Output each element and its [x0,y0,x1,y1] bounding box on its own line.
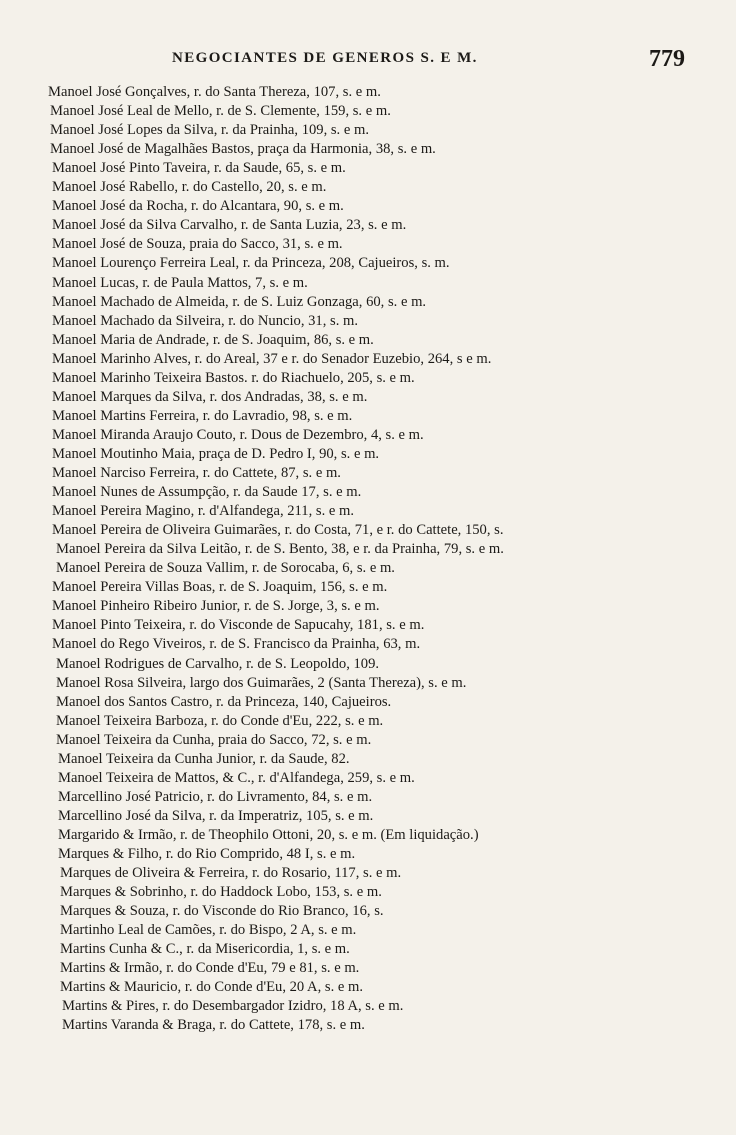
directory-entry: Manoel Machado de Almeida, r. de S. Luiz Gonzaga, 60, s. e m. [52,293,427,310]
directory-entry: Manoel Pereira da Silva Leitão, r. de S. Bento, 38, e r. da Prainha, 79, s. e m. [56,541,504,558]
directory-entry: Manoel Pinto Teixeira, r. do Visconde de Sapucahy, 181, s. e m. [52,617,425,634]
directory-entry: Manoel José de Magalhães Bastos, praça da Harmonia, 38, s. e m. [50,141,436,158]
directory-entry: Marques & Sobrinho, r. do Haddock Lobo, 153, s. e m. [60,884,382,901]
directory-entry: Manoel Moutinho Maia, praça de D. Pedro I, 90, s. e m. [52,445,380,462]
directory-entry: Manoel Rosa Silveira, largo dos Guimarães, 2 (Santa Thereza), s. e m. [56,674,467,691]
directory-entry: Manoel José Rabello, r. do Castello, 20, s. e m. [52,179,327,196]
directory-entry: Manoel José Pinto Taveira, r. da Saude, 65, s. e m. [52,160,346,177]
directory-entry: Manoel José da Silva Carvalho, r. de Santa Luzia, 23, s. e m. [52,217,407,234]
directory-entry: Manoel Pereira Villas Boas, r. de S. Joaquim, 156, s. e m. [52,579,388,596]
directory-entry: Martins & Irmão, r. do Conde d'Eu, 79 e 81, s. e m. [60,960,360,977]
running-head: NEGOCIANTES DE GENEROS S. E M. [172,50,478,66]
directory-entry: Marques de Oliveira & Ferreira, r. do Rosario, 117, s. e m. [60,865,402,882]
directory-entry: Manoel Machado da Silveira, r. do Nuncio, 31, s. m. [52,312,359,329]
directory-entry: Manoel Pereira de Souza Vallim, r. de Sorocaba, 6, s. e m. [56,560,395,577]
directory-entry: Marcellino José Patricio, r. do Livramento, 84, s. e m. [58,788,373,805]
directory-entry: Manoel do Rego Viveiros, r. de S. Francisco da Prainha, 63, m. [52,636,421,653]
directory-entry: Manoel José da Rocha, r. do Alcantara, 90, s. e m. [52,198,344,215]
directory-entry: Manoel Maria de Andrade, r. de S. Joaquim, 86, s. e m. [52,331,374,348]
directory-entry: Martins Cunha & C., r. da Misericordia, 1, s. e m. [60,941,350,958]
directory-entry: Martins Varanda & Braga, r. do Cattete, 178, s. e m. [62,1017,365,1034]
directory-entry: Manoel Marques da Silva, r. dos Andradas, 38, s. e m. [52,388,368,405]
directory-entry: Manoel Pinheiro Ribeiro Junior, r. de S. Jorge, 3, s. e m. [52,598,380,615]
directory-entry: Manoel Teixeira da Cunha, praia do Sacco, 72, s. e m. [56,731,372,748]
directory-entry: Manoel Pereira de Oliveira Guimarães, r. do Costa, 71, e r. do Cattete, 150, s. [52,522,504,539]
directory-entry: Manoel Miranda Araujo Couto, r. Dous de Dezembro, 4, s. e m. [52,426,424,443]
directory-entry: Manoel José de Souza, praia do Sacco, 31, s. e m. [52,236,343,253]
page-header [0,46,736,76]
directory-entry: Manoel José Leal de Mello, r. de S. Clemente, 159, s. e m. [50,103,391,120]
directory-entry: Marques & Filho, r. do Rio Comprido, 48 I, s. e m. [58,846,356,862]
directory-entry: Manoel Lucas, r. de Paula Mattos, 7, s. e m. [52,274,308,291]
directory-entry: Marcellino José da Silva, r. da Imperatriz, 105, s. e m. [58,807,374,824]
directory-entry: Manoel Nunes de Assumpção, r. da Saude 17, s. e m. [52,484,362,501]
directory-entry: Manoel Teixeira de Mattos, & C., r. d'Alfandega, 259, s. e m. [58,769,415,786]
directory-entry: Manoel Teixeira da Cunha Junior, r. da Saude, 82. [58,750,350,767]
directory-entry: Manoel Narciso Ferreira, r. do Cattete, 87, s. e m. [52,465,341,481]
directory-entry: Margarido & Irmão, r. de Theophilo Ottoni, 20, s. e m. (Em liquidação.) [58,826,479,843]
directory-entry: Manoel Teixeira Barboza, r. do Conde d'Eu, 222, s. e m. [56,712,384,729]
directory-entry: Manoel José Gonçalves, r. do Santa Thereza, 107, s. e m. [48,84,381,100]
directory-entry: Manoel Marinho Teixeira Bastos. r. do Riachuelo, 205, s. e m. [52,369,415,386]
directory-entry: Manoel Pereira Magino, r. d'Alfandega, 211, s. e m. [52,503,354,520]
directory-entry: Manoel dos Santos Castro, r. da Princeza, 140, Cajueiros. [56,693,392,710]
directory-entry: Martinho Leal de Camões, r. do Bispo, 2 A, s. e m. [60,922,357,939]
directory-entry: Martins & Pires, r. do Desembargador Izidro, 18 A, s. e m. [62,998,404,1015]
page-number: 779 [649,46,685,72]
directory-entry: Manoel Lourenço Ferreira Leal, r. da Princeza, 208, Cajueiros, s. m. [52,255,450,272]
directory-entry: Manoel Marinho Alves, r. do Areal, 37 e r. do Senador Euzebio, 264, s e m. [52,350,492,367]
directory-entry: Manoel José Lopes da Silva, r. da Prainha, 109, s. e m. [50,122,369,139]
directory-entry: Martins & Mauricio, r. do Conde d'Eu, 20 A, s. e m. [60,979,363,996]
directory-entry: Manoel Rodrigues de Carvalho, r. de S. Leopoldo, 109. [56,655,380,672]
directory-entry: Marques & Souza, r. do Visconde do Rio Branco, 16, s. [60,903,384,920]
directory-entry: Manoel Martins Ferreira, r. do Lavradio, 98, s. e m. [52,407,353,424]
